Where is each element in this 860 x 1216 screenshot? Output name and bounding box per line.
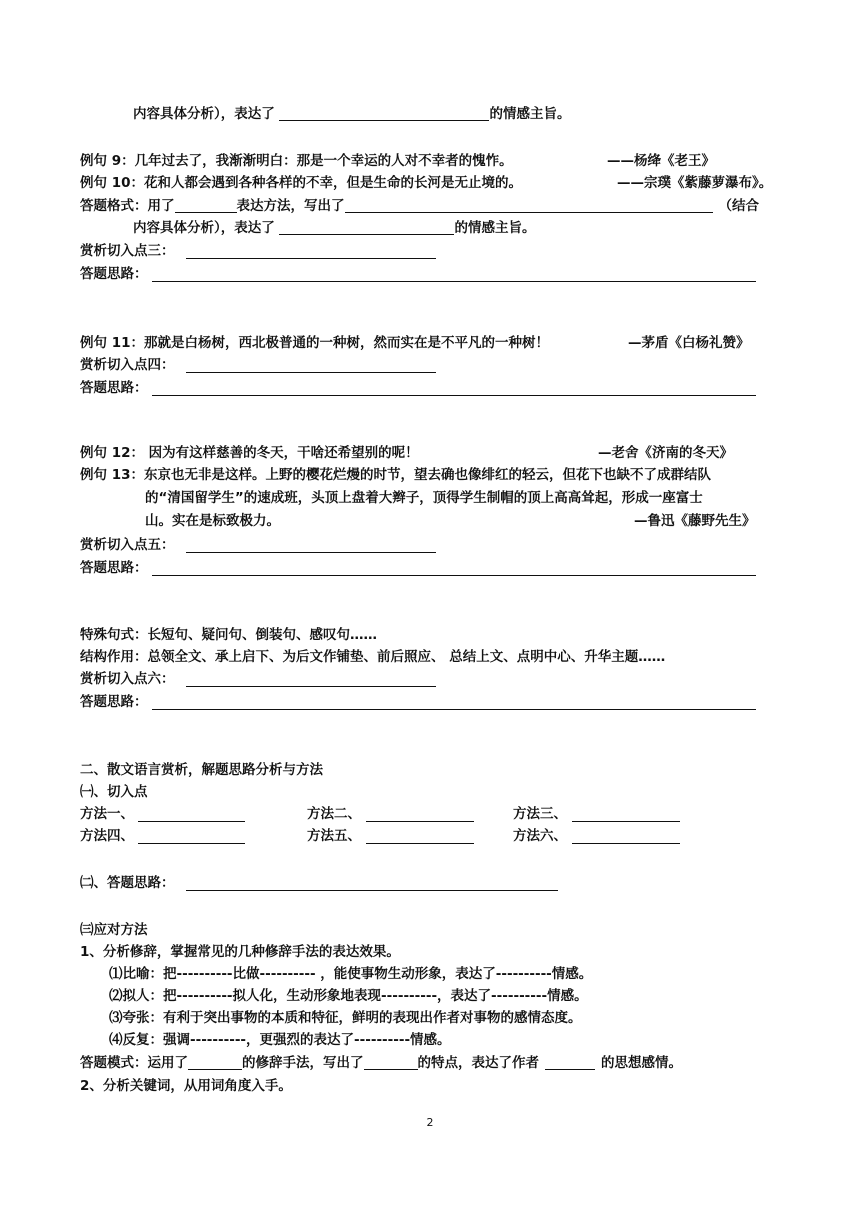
- subsection-methods: ㈢应对方法: [80, 922, 148, 938]
- answer-thinking-line[interactable]: [152, 709, 756, 710]
- answer-thinking-line[interactable]: [152, 395, 756, 396]
- method-5-label: 方法五、: [307, 828, 361, 844]
- answer-blank[interactable]: [279, 105, 489, 121]
- answer-blank[interactable]: [279, 219, 454, 235]
- method-1-line[interactable]: [138, 821, 245, 822]
- method-4-label: 方法四、: [80, 828, 134, 844]
- example-12-source: —老舍《济南的冬天》: [598, 445, 733, 461]
- point-4-label: 赏析切入点四：: [80, 357, 175, 373]
- method-2-label: 方法二、: [307, 806, 361, 822]
- example-13-line-2: 的“清国留学生”的速成班，头顶上盘着大辫子，顶得学生制帽的顶上高高耸起，形成一座富士: [145, 490, 703, 506]
- subsection-answer-thinking: ㈡、答题思路：: [80, 875, 175, 891]
- method-4-line[interactable]: [138, 843, 245, 844]
- method-6-line[interactable]: [572, 843, 680, 844]
- method-5-line[interactable]: [366, 843, 474, 844]
- method-3-label: 方法三、: [513, 806, 567, 822]
- point-6-label: 赏析切入点六：: [80, 671, 175, 687]
- point-3-line[interactable]: [186, 258, 436, 259]
- example-10-source: ——宗璞《紫藤萝瀑布》。: [617, 175, 773, 191]
- answer-thinking-line[interactable]: [186, 890, 558, 891]
- point-5-line[interactable]: [186, 552, 436, 553]
- example-13-line-3: 山。实在是标致极力。: [145, 513, 280, 529]
- method-6-label: 方法六、: [513, 828, 567, 844]
- point-4-line[interactable]: [186, 372, 436, 373]
- format-continuation: 内容具体分析），表达了 的情感主旨。: [133, 106, 571, 122]
- answer-format-2: 内容具体分析），表达了 的情感主旨。: [133, 220, 536, 236]
- structure-function: 结构作用：总领全文、承上启下、为后文作铺垫、前后照应、 总结上文、点明中心、升华主题……: [80, 649, 666, 665]
- point-5-label: 赏析切入点五：: [80, 537, 175, 553]
- answer-blank[interactable]: [175, 197, 237, 213]
- rhetoric-personification: ⑵拟人：把----------拟人化，生动形象地表现----------，表达了----------情感。: [109, 988, 588, 1004]
- answer-format: 答题格式：用了 表达方法，写出了 （结合: [80, 198, 759, 214]
- example-11-source: —茅盾《白杨礼赞》: [628, 335, 750, 351]
- answer-blank[interactable]: [345, 197, 713, 213]
- answer-mode: 答题模式：运用了 的修辞手法，写出了 的特点，表达了作者 的思想感情。: [80, 1055, 682, 1071]
- point-6-line[interactable]: [186, 686, 436, 687]
- example-10: 例句 10：花和人都会遇到各种各样的不幸，但是生命的长河是无止境的。: [80, 175, 522, 191]
- method-3-line[interactable]: [572, 821, 680, 822]
- point-3-label: 赏析切入点三：: [80, 243, 175, 259]
- answer-blank[interactable]: [364, 1054, 418, 1070]
- answer-blank[interactable]: [188, 1054, 242, 1070]
- answer-thinking-label: 答题思路：: [80, 266, 148, 282]
- special-sentences: 特殊句式：长短句、疑问句、倒装句、感叹句……: [80, 627, 377, 643]
- section-2-title: 二、散文语言赏析，解题思路分析与方法: [80, 762, 323, 778]
- keyword-heading: 2、分析关键词，从用词角度入手。: [80, 1078, 292, 1094]
- example-11: 例句 11：那就是白杨树，西北极普通的一种树，然而实在是不平凡的一种树！: [80, 335, 549, 351]
- rhetoric-heading: 1、分析修辞，掌握常见的几种修辞手法的表达效果。: [80, 944, 400, 960]
- page-number: 2: [426, 1116, 434, 1129]
- answer-thinking-label: 答题思路：: [80, 380, 148, 396]
- example-9-source: ——杨绛《老王》: [607, 153, 715, 169]
- answer-thinking-label: 答题思路：: [80, 560, 148, 576]
- method-1-label: 方法一、: [80, 806, 134, 822]
- example-13-source: —鲁迅《藤野先生》: [634, 513, 756, 529]
- example-13-line-1: 例句 13：东京也无非是这样。上野的樱花烂熳的时节，望去确也像绯红的轻云，但花下也缺不了成群结队: [80, 467, 711, 483]
- answer-thinking-line[interactable]: [152, 575, 756, 576]
- example-12: 例句 12： 因为有这样慈善的冬天，干啥还希望别的呢！: [80, 445, 419, 461]
- answer-blank[interactable]: [545, 1054, 595, 1070]
- method-2-line[interactable]: [366, 821, 474, 822]
- answer-thinking-label: 答题思路：: [80, 694, 148, 710]
- answer-thinking-line[interactable]: [152, 281, 756, 282]
- example-9: 例句 9：几年过去了，我渐渐明白：那是一个幸运的人对不幸者的愧怍。: [80, 153, 513, 169]
- rhetoric-repetition: ⑷反复：强调----------，更强烈的表达了----------情感。: [109, 1032, 451, 1048]
- subsection-entry-points: ㈠、切入点: [80, 784, 148, 800]
- rhetoric-metaphor: ⑴比喻：把----------比做---------- ，能使事物生动形象，表达了----------情感。: [109, 966, 593, 982]
- rhetoric-exaggeration: ⑶夸张：有利于突出事物的本质和特征，鲜明的表现出作者对事物的感情态度。: [109, 1010, 582, 1026]
